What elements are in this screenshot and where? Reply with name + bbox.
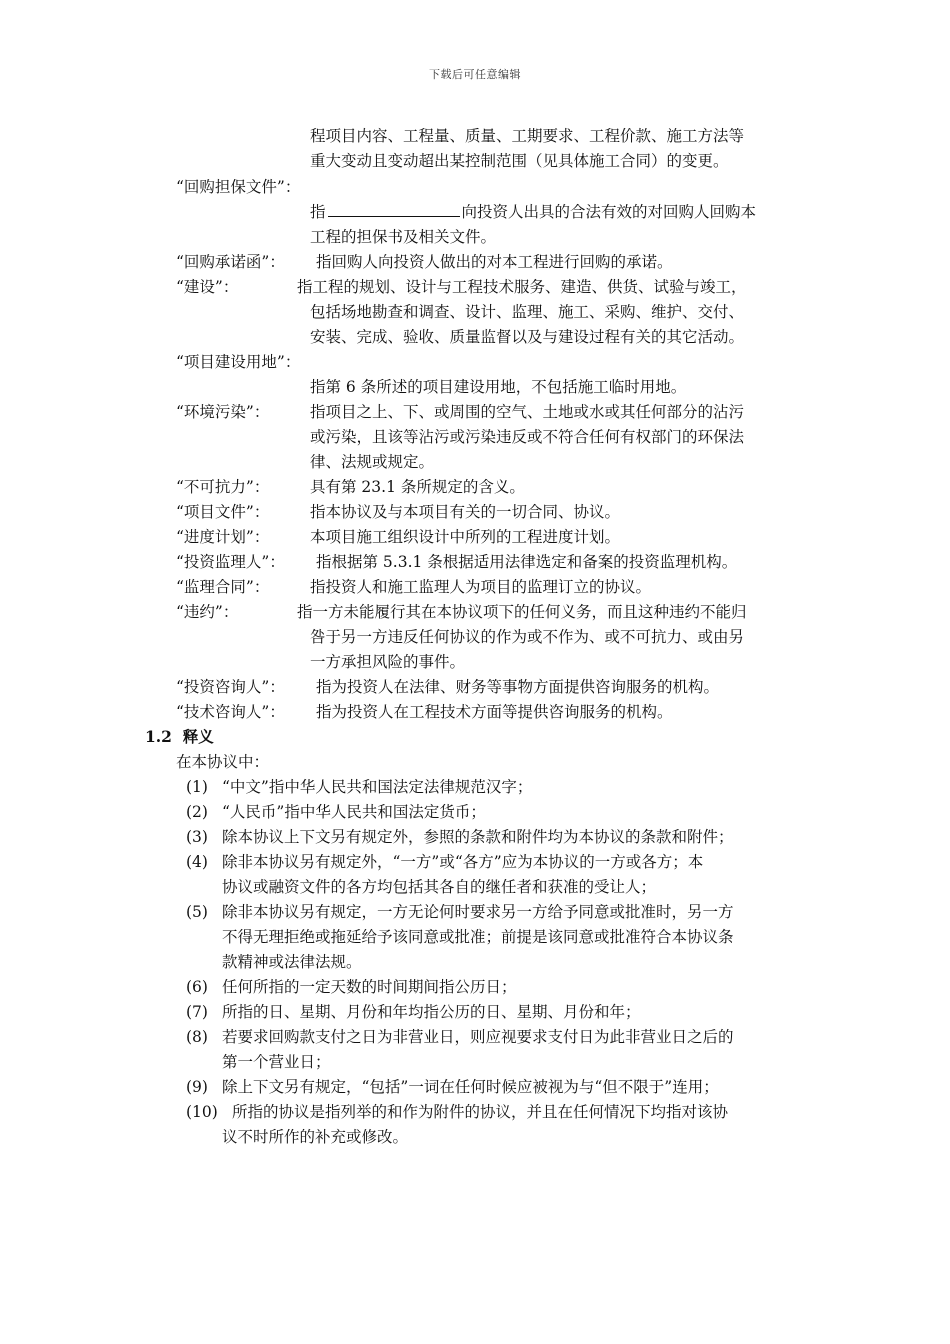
definition-construction-line: 包括场地勘查和调查、设计、监理、施工、采购、维护、交付、 [310,303,745,321]
definition-breach-line: 咎于另一方违反任何协议的作为或不作为、或不可抗力、或由另 [310,628,745,646]
list-item-number: (9) [186,1078,208,1096]
definition-pollution-line: 律、法规或规定。 [310,453,435,471]
list-item-number: (5) [186,903,208,921]
list-item-number: (1) [186,778,208,796]
list-item-text: 除非本协议另有规定，一方无论何时要求另一方给予同意或批准时，另一方 [222,903,734,921]
term-breach: “违约”： [176,603,239,621]
term-schedule: “进度计划”： [176,528,270,546]
section-heading [145,727,214,747]
list-item-text: 议不时所作的补充或修改。 [222,1128,409,1146]
list-item-number: (2) [186,803,208,821]
list-item-text: 不得无理拒绝或拖延给予该同意或批准；前提是该同意或批准符合本协议条 [222,928,734,946]
list-item-text: 除上下文另有规定，“包括”一词在任何时候应被视为与“但不限于”连用； [222,1078,719,1096]
list-item-number: (8) [186,1028,208,1046]
definition-text: 向投资人出具的合法有效的对回购人回购本 [461,203,757,221]
page-header-note: 下载后可任意编辑 [429,68,521,81]
term-investment-supervisor: “投资监理人”： [176,553,285,571]
section-intro: 在本协议中： [176,753,270,771]
definition-investment-supervisor: 指根据第 5.3.1 条根据适用法律选定和备案的投资监理机构。 [316,553,738,571]
definition-force-majeure: 具有第 23.1 条所规定的含义。 [310,478,525,496]
definition-project-docs: 指本协议及与本项目有关的一切合同、协议。 [310,503,621,521]
list-item-text: 第一个营业日； [222,1053,331,1071]
definition-investment-advisor: 指为投资人在法律、财务等事物方面提供咨询服务的机构。 [316,678,720,696]
section-number: 1.2 [145,727,172,746]
list-item-number: (10) [186,1103,218,1121]
definition-pollution-line: 或污染，且该等沾污或污染违反或不符合任何有权部门的环保法 [310,428,745,446]
list-item-text: 任何所指的一定天数的时间期间指公历日； [222,978,517,996]
definition-pollution: 指项目之上、下、或周围的空气、土地或水或其任何部分的沾污 [310,403,745,421]
list-item-text: 所指的协议是指列举的和作为附件的协议，并且在任何情况下均指对该协 [232,1103,729,1121]
list-item-number: (3) [186,828,208,846]
list-item-text: “人民币”指中华人民共和国法定货币； [222,803,486,821]
term-repurchase-guarantee: “回购担保文件”： [176,178,301,196]
term-investment-advisor: “投资咨询人”： [176,678,285,696]
definition-tech-advisor: 指为投资人在工程技术方面等提供咨询服务的机构。 [316,703,673,721]
definition-text: 指 [310,203,326,221]
list-item-text: 除本协议上下文另有规定外，参照的条款和附件均为本协议的条款和附件； [222,828,734,846]
list-item-number: (6) [186,978,208,996]
term-project-land: “项目建设用地”： [176,353,301,371]
definition-breach: 指一方未能履行其在本协议项下的任何义务，而且这种违约不能归 [297,603,747,621]
definition-repurchase-guarantee-line: 工程的担保书及相关文件。 [310,228,497,246]
term-force-majeure: “不可抗力”： [176,478,270,496]
list-item-number: (4) [186,853,208,871]
term-construction: “建设”： [176,278,239,296]
definition-construction-line: 安装、完成、验收、质量监督以及与建设过程有关的其它活动。 [310,328,745,346]
definition-repurchase-promise: 指回购人向投资人做出的对本工程进行回购的承诺。 [316,253,673,271]
term-repurchase-promise: “回购承诺函”： [176,253,285,271]
section-title: 释义 [182,727,214,746]
definition-project-land: 指第 6 条所述的项目建设用地，不包括施工临时用地。 [310,378,687,396]
list-item-number: (7) [186,1003,208,1021]
list-item-text: 协议或融资文件的各方均包括其各自的继任者和获准的受让人； [222,878,657,896]
definition-breach-line: 一方承担风险的事件。 [310,653,466,671]
term-pollution: “环境污染”： [176,403,270,421]
list-item-text: 所指的日、星期、月份和年均指公历的日、星期、月份和年； [222,1003,641,1021]
fill-in-blank [328,202,460,217]
definition-continuation-line: 程项目内容、工程量、质量、工期要求、工程价款、施工方法等 [310,127,745,145]
definition-supervision-contract: 指投资人和施工监理人为项目的监理订立的协议。 [310,578,652,596]
definition-continuation-line: 重大变动且变动超出某控制范围（见具体施工合同）的变更。 [310,152,729,170]
list-item-text: 款精神或法律法规。 [222,953,362,971]
list-item-text: 除非本协议另有规定外，“一方”或“各方”应为本协议的一方或各方；本 [222,853,704,871]
term-project-docs: “项目文件”： [176,503,270,521]
definition-construction: 指工程的规划、设计与工程技术服务、建造、供货、试验与竣工， [297,278,747,296]
definition-repurchase-guarantee [310,202,756,222]
list-item-text: “中文”指中华人民共和国法定法律规范汉字； [222,778,533,796]
definition-schedule: 本项目施工组织设计中所列的工程进度计划。 [310,528,621,546]
list-item-text: 若要求回购款支付之日为非营业日，则应视要求支付日为此非营业日之后的 [222,1028,734,1046]
term-tech-advisor: “技术咨询人”： [176,703,285,721]
term-supervision-contract: “监理合同”： [176,578,270,596]
